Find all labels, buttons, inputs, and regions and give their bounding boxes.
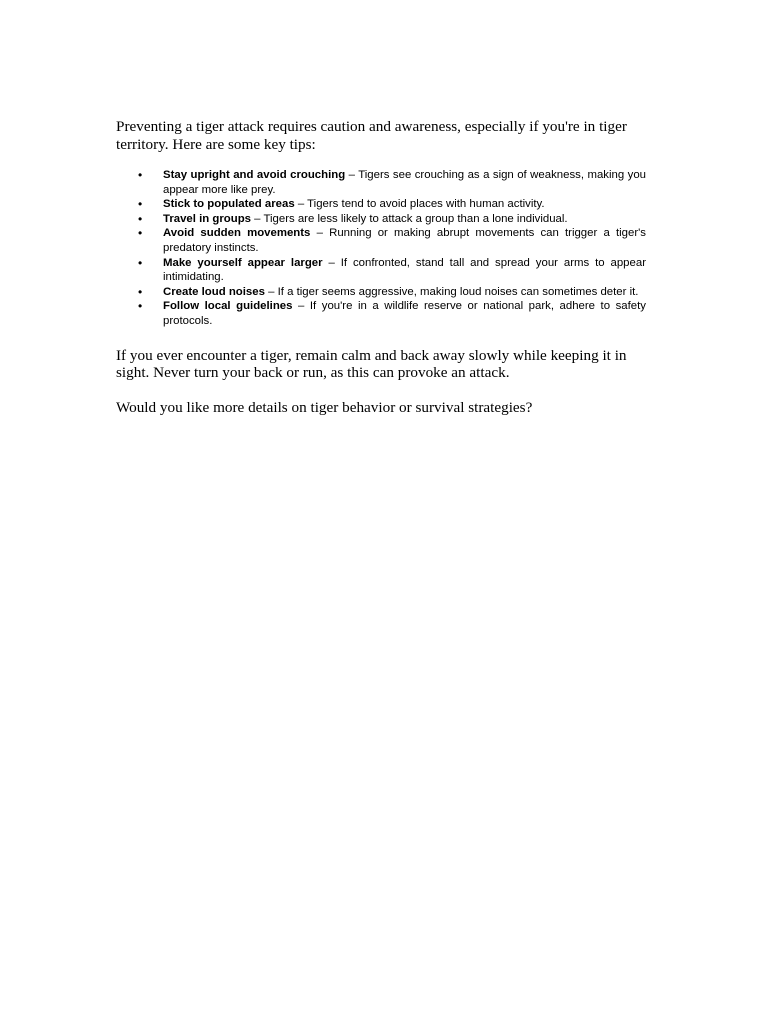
bullet-icon: • [138, 226, 143, 241]
tip-text: If a tiger seems aggressive, making loud noises can sometimes deter it. [277, 285, 639, 298]
tip-text: Running or making abrupt movements can trigger a tiger's predatory instincts. [163, 227, 646, 254]
closing-paragraph: If you ever encounter a tiger, remain calm and back away slowly while keeping it in sight. Never turn your back or run, as this can provoke an attack. [116, 346, 627, 382]
tip-text: If you're in a wildlife reserve or national park, adhere to safety protocols. [163, 300, 646, 327]
document-body [116, 118, 646, 416]
tip-separator: – [345, 169, 359, 181]
intro-paragraph: Preventing a tiger attack requires caution and awareness, especially if you're in tiger territory. Here are some key tips: [116, 118, 627, 153]
tip-title: Stay upright and avoid crouching [163, 169, 346, 181]
bullet-icon: • [138, 255, 143, 270]
tip-title: Stick to populated areas [163, 198, 295, 211]
tip-title: Avoid sudden movements [163, 227, 311, 240]
bullet-icon: • [138, 299, 143, 314]
list-item [116, 168, 646, 197]
tip-text: If confronted, stand tall and spread your arms to appear intimidating. [163, 256, 646, 284]
bullet-icon: • [138, 168, 143, 182]
question-paragraph: Would you like more details on tiger behavior or survival strategies? [116, 398, 533, 416]
list-item [116, 285, 646, 300]
tip-separator: – [322, 256, 341, 269]
bullet-icon: • [138, 197, 143, 212]
tip-separator: – [294, 198, 308, 211]
tip-separator: – [250, 212, 264, 225]
tips-list [116, 168, 646, 329]
tip-title: Create loud noises [163, 285, 265, 298]
tip-text: Tigers tend to avoid places with human activity. [307, 198, 545, 211]
list-item [116, 226, 646, 255]
tip-text: Tigers see crouching as a sign of weakness, making you appear more like prey. [163, 169, 646, 196]
tip-title: Follow local guidelines [163, 300, 293, 313]
list-item [116, 197, 646, 212]
list-item [116, 256, 646, 285]
bullet-icon: • [138, 284, 143, 299]
list-item [116, 212, 646, 227]
tip-text: Tigers are less likely to attack a group than a lone individual. [263, 212, 568, 225]
bullet-icon: • [138, 211, 143, 226]
list-item [116, 299, 646, 328]
tip-title: Make yourself appear larger [163, 256, 323, 269]
tip-separator: – [264, 285, 278, 298]
tip-separator: – [310, 227, 330, 240]
tip-title: Travel in groups [163, 212, 251, 225]
tip-separator: – [292, 300, 310, 313]
